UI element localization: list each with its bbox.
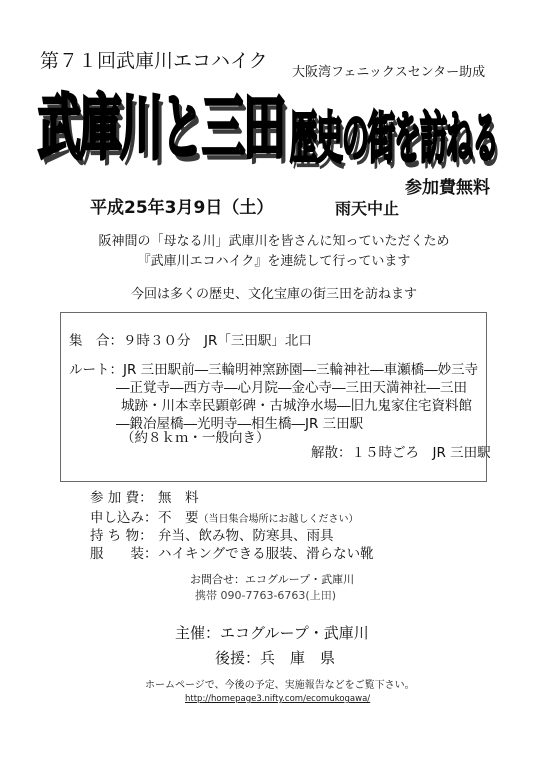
detail-row-belongings: [90, 528, 334, 544]
detail-value: 不 要: [158, 510, 199, 526]
detail-note: （当日集合場所にお越しください）: [198, 514, 359, 525]
detail-row-fee: [90, 490, 199, 506]
route-line: 城跡・川本幸民顕彰碑・古城浄水場―旧九鬼家住宅資料館: [121, 398, 472, 414]
detail-label: 服 装：: [90, 546, 158, 562]
intro-line-2: 『武庫川エコハイク』を連続して行っています: [137, 254, 411, 269]
route-label: ルート：: [69, 362, 123, 378]
dismissal-label: 解散：: [311, 445, 352, 461]
contact-phone: 携帯 090-7763-6763(上田): [195, 589, 337, 602]
organizer: 主催：エコグループ・武庫川: [175, 624, 369, 642]
dismissal-value: １５時ごろ JR 三田駅: [351, 445, 491, 461]
meeting-value: ９時３０分 JR「三田駅」北口: [123, 333, 312, 349]
intro-line-1: 阪神間の「母なる川」武庫川を皆さんに知っていただくため: [98, 234, 450, 249]
event-date: 平成25年3月9日（土）: [90, 198, 274, 218]
detail-row-clothing: [90, 546, 374, 562]
grant-credit: 大阪湾フェニックスセンター助成: [292, 65, 486, 80]
rain-cancel-notice: 雨天中止: [335, 199, 400, 218]
route-line: ―鍛冶屋橋―光明寺―相生橋―JR 三田駅: [116, 416, 364, 432]
detail-value: ハイキングできる服装、滑らない靴: [158, 546, 374, 562]
free-fee-badge: 参加費無料: [405, 178, 490, 198]
detail-label: 申し込み：: [90, 510, 158, 526]
homepage-link[interactable]: http://homepage3.nifty.com/ecomukogawa/: [185, 694, 371, 704]
meeting-row: [69, 333, 312, 349]
homepage-note: ホームページで、今後の予定、実施報告などをご覧下さい。: [145, 680, 415, 691]
main-title: 武庫川と三田: [38, 87, 284, 170]
sub-title: 歴史の街を訪ねる: [290, 107, 498, 172]
detail-label: 持 ち 物：: [90, 528, 153, 544]
supporter: 後援：兵 庫 県: [215, 649, 336, 667]
intro-line-3: 今回は多くの歴史、文化宝庫の街三田を訪ねます: [130, 287, 417, 302]
event-number-title: 第７１回武庫川エコハイク: [40, 50, 268, 72]
dismissal-row: [311, 445, 491, 461]
detail-value: 弁当、飲み物、防寒具、雨具: [158, 528, 334, 544]
detail-label: 参 加 費：: [90, 490, 153, 506]
detail-row-application: [90, 510, 359, 526]
distance-note: （約８ｋｍ・一般向き）: [121, 430, 270, 446]
detail-value: 無 料: [158, 490, 199, 506]
route-row: [69, 362, 478, 378]
route-info-box: [60, 312, 491, 482]
route-line: JR 三田駅前―三輪明神窯跡園―三輪神社―車瀬橋―妙三寺: [123, 362, 479, 378]
meeting-label: 集 合：: [69, 333, 123, 349]
route-line: ―正覚寺―西方寺―心月院―金心寺―三田天満神社―三田: [116, 380, 467, 396]
contact-line: お問合せ：エコグループ・武庫川: [190, 573, 355, 586]
